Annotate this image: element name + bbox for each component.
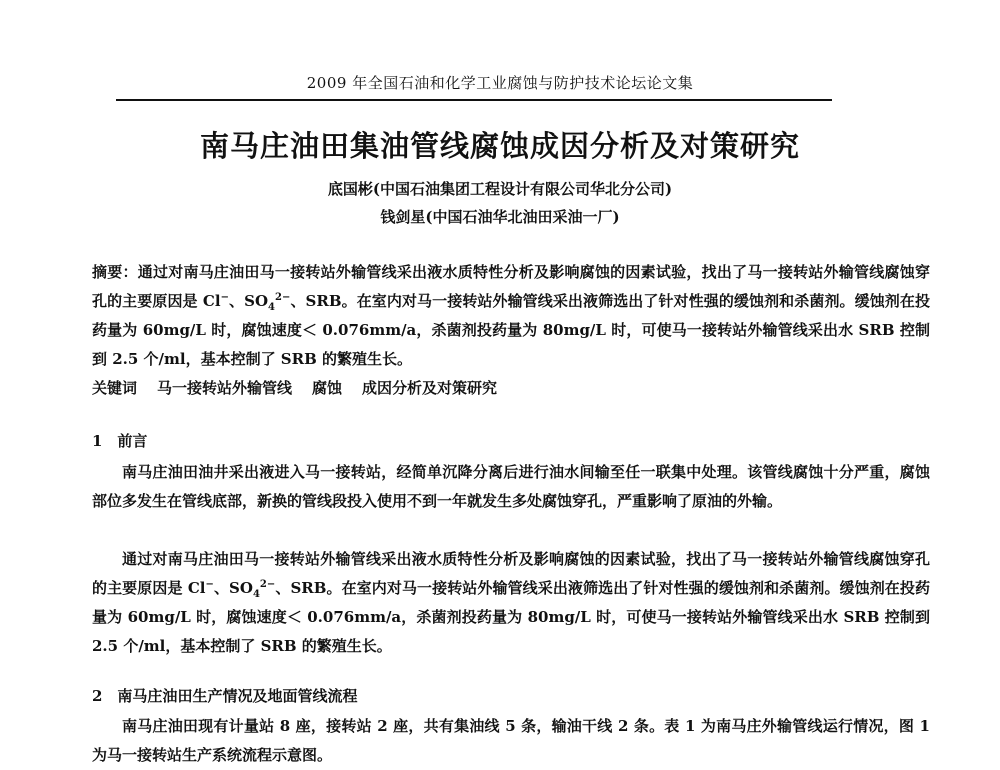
s1p2-sulfate-subscript: 4 [252, 589, 260, 600]
s1p2-sep: 、SO [213, 579, 253, 597]
section-2-heading: 2 南马庄油田生产情况及地面管线流程 [92, 687, 358, 705]
keyword-1: 马一接转站外输管线 [157, 379, 293, 397]
section-1-paragraph-1: 南马庄油田油井采出液进入马一接转站，经简单沉降分离后进行油水间输至任一联集中处理。该管线腐蚀十分严重，腐蚀部位多发生在管线底部，新换的管线段投入使用不到一年就发生多处腐蚀穿孔，严重影响了原油的外输。 [92, 463, 930, 510]
abstract-text-1: 通过对南马庄油田马一接转站外输管线采出液水质特性分析及影响腐蚀的因素试验，找出了马一接转站外输管线腐蚀穿孔的主要原因是 Cl [92, 263, 930, 310]
s1p2-text-1: 通过对南马庄油田马一接转站外输管线采出液水质特性分析及影响腐蚀的因素试验，找出了马一接转站外输管线腐蚀穿孔的主要原因是 Cl [92, 550, 930, 597]
section-1-heading: 1 前言 [92, 432, 148, 450]
header-rule [116, 99, 832, 101]
keywords-label: 关键词 [92, 379, 138, 397]
sulfate-charge: 2− [275, 292, 291, 303]
keyword-3: 成因分析及对策研究 [362, 379, 498, 397]
s1p2-text-2: 、SRB。在室内对马一接转站外输管线采出液筛选出了针对性强的缓蚀剂和杀菌剂。缓蚀剂在投药量为 60mg/L 时，腐蚀速度＜ 0.076mm/a，杀菌剂投药量为 80mg/L 时，可使马一接转站外输管线采出水 SRB 控制到 2.5 个/ml，基本控制了 SRB 的繁殖生长。 [92, 579, 930, 655]
abstract-text-2: 、SRB。在室内对马一接转站外输管线采出液筛选出了针对性强的缓蚀剂和杀菌剂。缓蚀剂在投药量为 60mg/L 时，腐蚀速度＜ 0.076mm/a，杀菌剂投药量为 80mg/L 时，可使马一接转站外输管线采出水 SRB 控制到 2.5 个/ml，基本控制了 SRB 的繁殖生长。 [92, 292, 930, 368]
proceedings-header: 2009 年全国石油和化学工业腐蚀与防护技术论坛论文集 [306, 74, 694, 92]
section-2-paragraph-1: 南马庄油田现有计量站 8 座，接转站 2 座，共有集油线 5 条，输油干线 2 条。表 1 为南马庄外输管线运行情况，图 1 为马一接转站生产系统流程示意图。 [92, 717, 930, 764]
abstract [92, 258, 930, 374]
abstract-sep: 、SO [228, 292, 269, 310]
sulfate-subscript: 4 [268, 302, 276, 313]
s1p2-chloride-charge: − [205, 579, 214, 590]
s1p2-sulfate-charge: 2− [259, 579, 276, 590]
author-1: 底国彬(中国石油集团工程设计有限公司华北分公司) [327, 180, 673, 198]
paper-title: 南马庄油田集油管线腐蚀成因分析及对策研究 [199, 129, 800, 163]
keyword-2: 腐蚀 [312, 379, 343, 397]
keywords [92, 374, 930, 403]
abstract-label: 摘要： [92, 263, 138, 281]
author-2: 钱剑星(中国石油华北油田采油一厂) [380, 208, 620, 226]
section-1-paragraph-2 [92, 545, 930, 661]
chloride-charge: − [220, 292, 229, 303]
